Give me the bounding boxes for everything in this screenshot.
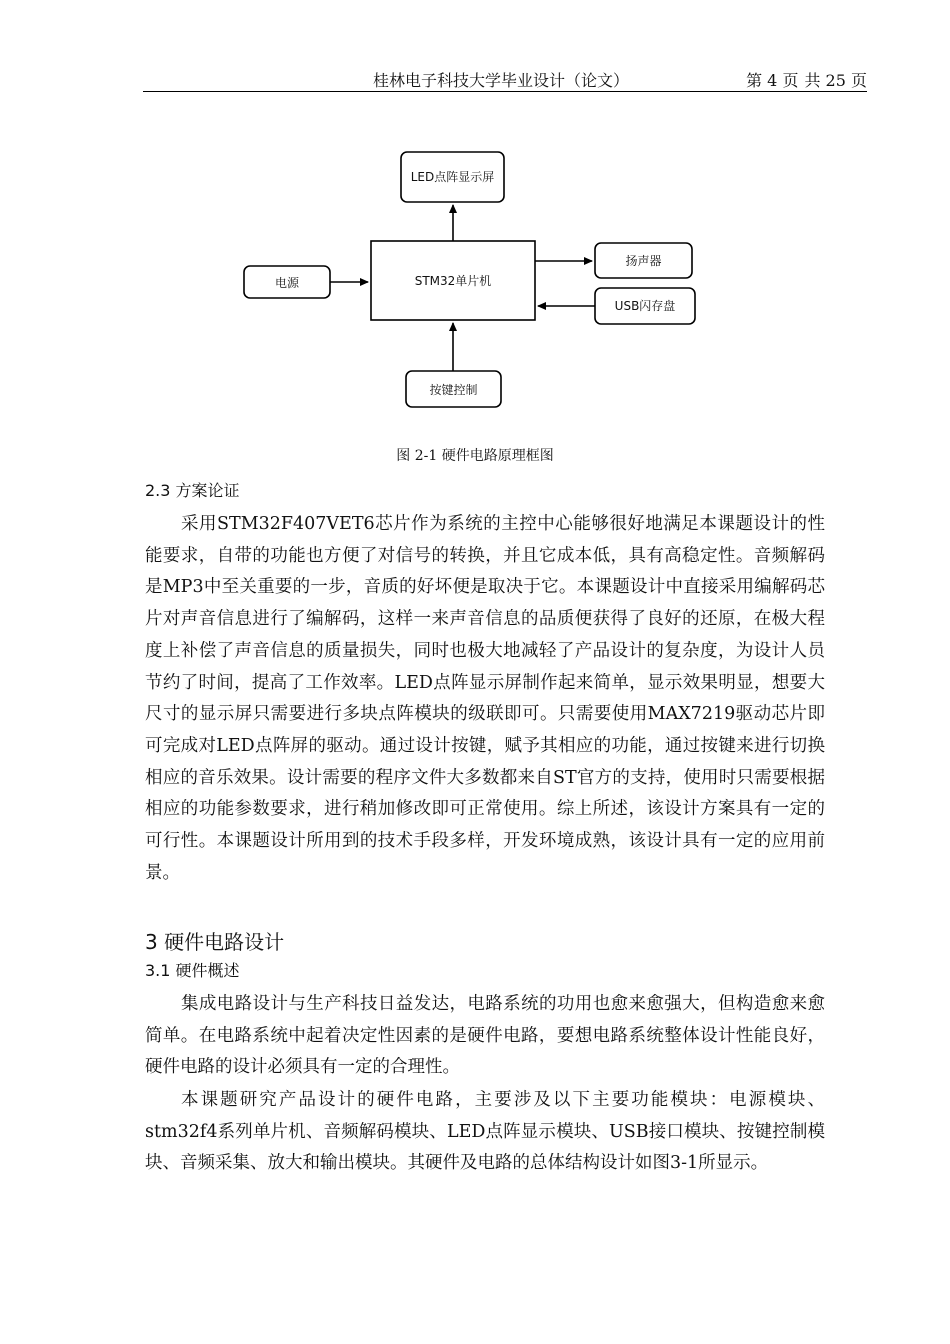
block-diagram: [0, 0, 950, 440]
section-3-1-heading: 3.1 硬件概述: [145, 961, 240, 980]
section-2-3-paragraph: 采用STM32F407VET6芯片作为系统的主控中心能够很好地满足本课题设计的性能要求，自带的功能也方便了对信号的转换，并且它成本低，具有高稳定性。音频解码是MP3中至关重要的一步，音质的好坏便是取决于它。本课题设计中直接采用编解码芯片对声音信息进行了编解码，这样一来声音信息的品质便获得了良好的还原，在极大程度上补偿了声音信息的质量损失，同时也极大地减轻了产品设计的复杂度，为设计人员节约了时间，提高了工作效率。LED点阵显示屏制作起来简单，显示效果明显，想要大尺寸的显示屏只需要进行多块点阵模块的级联即可。只需要使用MAX7219驱动芯片即可完成对LED点阵屏的驱动。通过设计按键，赋予其相应的功能，通过按键来进行切换相应的音乐效果。设计需要的程序文件大多数都来自ST官方的支持，使用时只需要根据相应的功能参数要求，进行稍加修改即可正常使用。综上所述，该设计方案具有一定的可行性。本课题设计所用到的技术手段多样，开发环境成熟，该设计具有一定的应用前景。: [145, 514, 825, 883]
section-3-heading: 3 硬件电路设计: [145, 930, 285, 954]
power-label: 电源: [274, 276, 300, 290]
usb-label: USB闪存盘: [614, 299, 676, 313]
speaker-block: [595, 243, 692, 278]
speaker-label: 扬声器: [625, 254, 662, 268]
usb-block: [595, 288, 695, 324]
led-display-label: LED点阵显示屏: [410, 170, 495, 184]
page-total: 共 25 页: [804, 71, 867, 90]
section-2-3-heading: 2.3 方案论证: [145, 481, 240, 500]
mcu-label: STM32单片机: [414, 274, 492, 288]
section-3-1-paragraph-2: 本课题研究产品设计的硬件电路，主要涉及以下主要功能模块：电源模块、stm32f4系列单片机、音频解码模块、LED点阵显示模块、USB接口模块、按键控制模块、音频采集、放大和输出模块。其硬件及电路的总体结构设计如图3-1所显示。: [145, 1090, 825, 1174]
mcu-block: [371, 241, 535, 320]
led-display-block: [401, 152, 504, 202]
power-block: [244, 266, 330, 298]
page-current: 第 4 页: [746, 71, 799, 90]
keys-label: 按键控制: [429, 383, 478, 397]
header-title: 桂林电子科技大学毕业设计（论文）: [373, 71, 630, 90]
keys-block: [406, 371, 501, 407]
section-3-1-paragraph-1: 集成电路设计与生产科技日益发达，电路系统的功用也愈来愈强大，但构造愈来愈简单。在电路系统中起着决定性因素的是硬件电路，要想电路系统整体设计性能良好，硬件电路的设计必须具有一定的合理性。: [145, 994, 825, 1078]
figure-caption: 图 2-1 硬件电路原理框图: [396, 448, 554, 464]
